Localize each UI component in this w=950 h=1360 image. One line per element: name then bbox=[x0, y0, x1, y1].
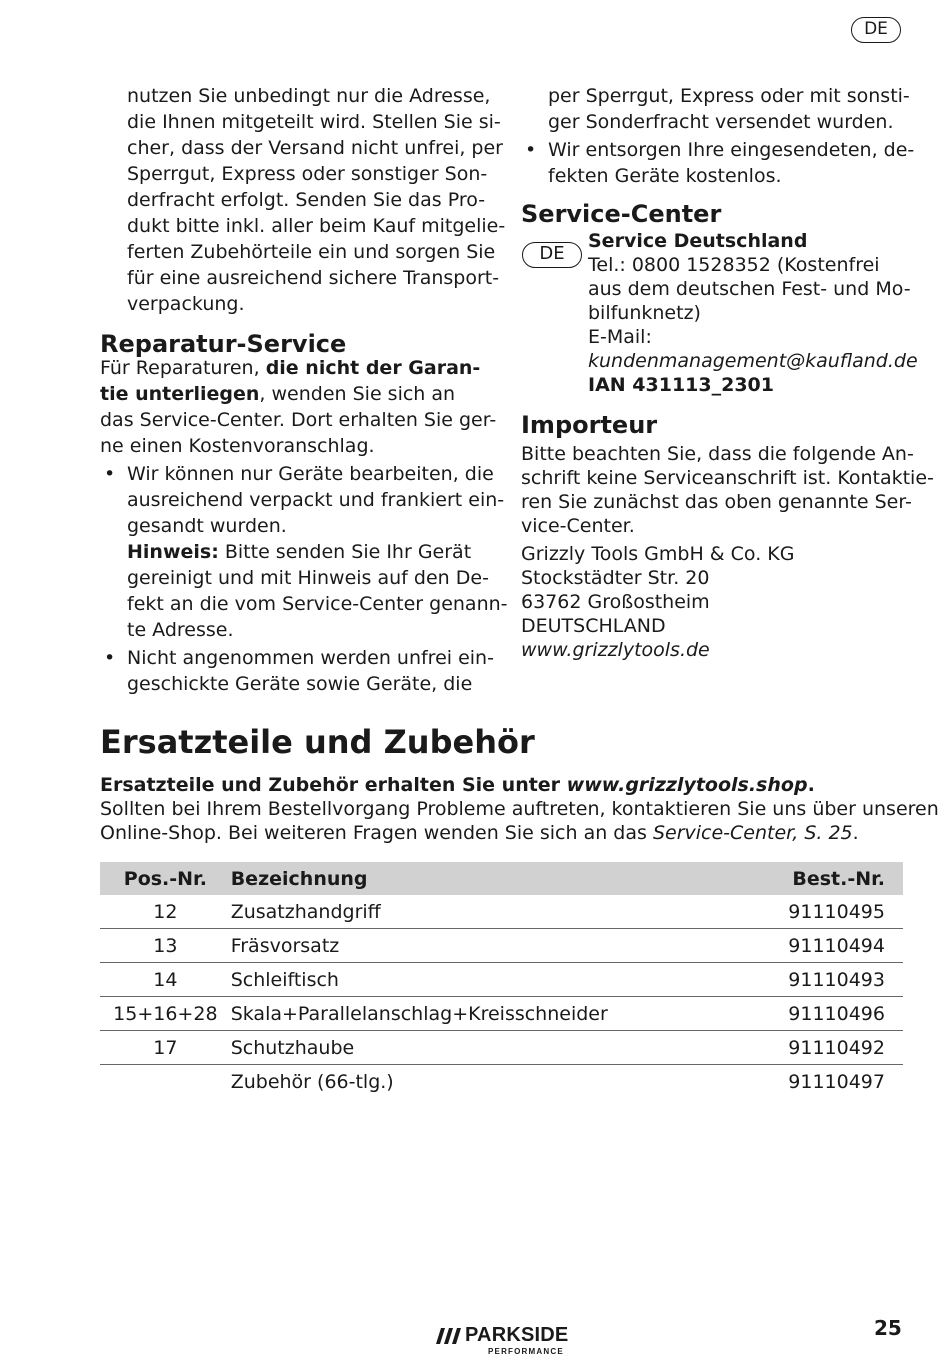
repair-paragraph bbox=[100, 355, 500, 459]
bold-text: die nicht der Garan- bbox=[265, 357, 481, 379]
text-line: ferten Zubehörteile ein und sorgen Sie bbox=[127, 241, 496, 263]
text-line: ne einen Kostenvoranschlag. bbox=[100, 435, 375, 457]
bold-text: . bbox=[807, 774, 815, 796]
cell-order-nr: 91110496 bbox=[788, 1002, 885, 1025]
service-center-heading: Service-Center bbox=[521, 200, 722, 228]
text-line: Grizzly Tools GmbH & Co. KG bbox=[521, 543, 795, 565]
table-row bbox=[100, 929, 903, 963]
list-item bbox=[100, 645, 500, 697]
text-line: fekten Geräte kostenlos. bbox=[548, 165, 782, 187]
language-badge: DE bbox=[851, 17, 901, 43]
text-line: Tel.: 0800 1528352 (Kostenfrei bbox=[588, 254, 880, 276]
brand-logo bbox=[432, 1324, 592, 1360]
cell-pos: 12 bbox=[153, 900, 178, 923]
importer-heading: Importeur bbox=[521, 411, 658, 439]
intro-paragraph bbox=[100, 83, 506, 317]
text-span: Für Reparaturen, bbox=[100, 357, 266, 379]
text-line: ausreichend verpackt und frankiert ein- bbox=[127, 489, 505, 511]
text-line: gereinigt und mit Hinweis auf den De- bbox=[127, 567, 489, 589]
text-line: fekt an die vom Service-Center genann- bbox=[127, 593, 508, 615]
text-line: per Sperrgut, Express oder mit sonsti- bbox=[548, 85, 910, 107]
column-header-order-nr: Best.-Nr. bbox=[792, 867, 885, 890]
cell-pos: 14 bbox=[153, 968, 178, 991]
importer-notice bbox=[521, 442, 934, 538]
cell-name: Schleiftisch bbox=[230, 968, 339, 991]
text-line: derfracht erfolgt. Senden Sie das Pro- bbox=[127, 189, 486, 211]
ian-number: IAN 431113_2301 bbox=[588, 374, 774, 396]
column-header-pos: Pos.-Nr. bbox=[123, 867, 207, 890]
text-line: für eine ausreichend sichere Transport- bbox=[127, 267, 500, 289]
text-line: • Wir können nur Geräte bearbeiten, die bbox=[127, 463, 494, 485]
cell-order-nr: 91110493 bbox=[788, 968, 885, 991]
text-line: geschickte Geräte sowie Geräte, die bbox=[127, 673, 473, 695]
page-reference: Service-Center, S. 25 bbox=[652, 822, 853, 844]
shop-link[interactable]: www.grizzlytools.shop bbox=[566, 774, 808, 796]
page-number: 25 bbox=[874, 1316, 902, 1340]
text-line: nutzen Sie unbedingt nur die Adresse, bbox=[127, 85, 491, 107]
bold-text: tie unterliegen bbox=[100, 383, 260, 405]
table-row bbox=[100, 1065, 903, 1099]
website-link[interactable]: www.grizzlytools.de bbox=[521, 639, 710, 661]
brand-sub: PERFORMANCE bbox=[488, 1347, 564, 1356]
text-line: schrift keine Serviceanschrift ist. Kontaktie- bbox=[521, 467, 934, 489]
text-line: Stockstädter Str. 20 bbox=[521, 567, 710, 589]
spare-parts-heading: Ersatzteile und Zubehör bbox=[100, 723, 535, 761]
text-line: cher, dass der Versand nicht unfrei, per bbox=[127, 137, 503, 159]
cell-name: Schutzhaube bbox=[230, 1036, 355, 1059]
email-link[interactable]: kundenmanagement@kaufland.de bbox=[588, 350, 918, 372]
cell-name: Zusatzhandgriff bbox=[230, 900, 381, 923]
country-badge: DE bbox=[522, 242, 582, 268]
table-row bbox=[100, 997, 903, 1031]
text-line: 63762 Großostheim bbox=[521, 591, 710, 613]
table-header-row bbox=[100, 862, 903, 895]
cell-name: Skala+Parallelanschlag+Kreisschneider bbox=[230, 1002, 608, 1025]
text-line: Sollten bei Ihrem Bestellvorgang Probleme auftreten, kontaktieren Sie uns über unseren bbox=[100, 798, 939, 820]
text-line: vice-Center. bbox=[521, 515, 635, 537]
text-line: Sperrgut, Express oder sonstiger Son- bbox=[127, 163, 488, 185]
text-span: , wenden Sie sich an bbox=[259, 383, 456, 405]
left-column bbox=[100, 83, 508, 697]
right-column bbox=[521, 83, 934, 662]
text-line: ren Sie zunächst das oben genannte Ser- bbox=[521, 491, 912, 513]
text-line: dukt bitte inkl. aller beim Kauf mitgelie- bbox=[127, 215, 506, 237]
text-line: te Adresse. bbox=[127, 619, 234, 641]
text-line: • Wir entsorgen Ihre eingesendeten, de- bbox=[548, 139, 915, 161]
spare-parts-table bbox=[100, 862, 903, 1098]
spare-parts-intro bbox=[100, 773, 939, 845]
text-line: Bitte beachten Sie, dass die folgende An- bbox=[521, 443, 914, 465]
text-line: die Ihnen mitgeteilt wird. Stellen Sie si- bbox=[127, 111, 501, 133]
table-row bbox=[100, 963, 903, 997]
text-line: ger Sonderfracht versendet wurden. bbox=[548, 111, 894, 133]
text-line: DEUTSCHLAND bbox=[521, 615, 666, 637]
cell-order-nr: 91110497 bbox=[788, 1070, 885, 1093]
text-span: Bitte senden Sie Ihr Gerät bbox=[218, 541, 472, 563]
list-item bbox=[521, 137, 921, 189]
cell-order-nr: 91110494 bbox=[788, 934, 885, 957]
text-line: aus dem deutschen Fest- und Mo- bbox=[588, 278, 911, 300]
note-label: Hinweis: bbox=[127, 541, 219, 563]
column-header-name: Bezeichnung bbox=[230, 867, 368, 890]
service-title: Service Deutschland bbox=[588, 230, 808, 252]
continued-paragraph bbox=[521, 83, 921, 135]
text-span: Online-Shop. Bei weiteren Fragen wenden Sie sich an das bbox=[100, 822, 653, 844]
email-label: E-Mail: bbox=[588, 326, 652, 348]
cell-pos: 13 bbox=[153, 934, 178, 957]
text-line: das Service-Center. Dort erhalten Sie ger- bbox=[100, 409, 497, 431]
cell-order-nr: 91110495 bbox=[788, 900, 885, 923]
list-item bbox=[100, 461, 508, 643]
brand-slashes-icon bbox=[432, 1326, 462, 1346]
text-span: . bbox=[852, 822, 859, 844]
text-line: gesandt wurden. bbox=[127, 515, 287, 537]
cell-name: Zubehör (66-tlg.) bbox=[230, 1070, 394, 1093]
service-center-block bbox=[521, 229, 921, 397]
text-line: verpackung. bbox=[127, 293, 245, 315]
cell-pos bbox=[100, 1065, 231, 1099]
cell-pos: 17 bbox=[153, 1036, 178, 1059]
cell-order-nr: 91110492 bbox=[788, 1036, 885, 1059]
cell-name: Fräsvorsatz bbox=[230, 934, 340, 957]
bold-text: Ersatzteile und Zubehör erhalten Sie unter bbox=[100, 774, 567, 796]
brand-name: PARKSIDE bbox=[465, 1324, 569, 1346]
repair-service-heading: Reparatur-Service bbox=[100, 330, 347, 358]
table-row bbox=[100, 1031, 903, 1065]
table-row bbox=[100, 895, 903, 929]
text-line: • Nicht angenommen werden unfrei ein- bbox=[127, 647, 494, 669]
importer-address bbox=[521, 542, 921, 662]
cell-pos: 15+16+28 bbox=[113, 1002, 218, 1025]
text-line: bilfunknetz) bbox=[588, 302, 701, 324]
